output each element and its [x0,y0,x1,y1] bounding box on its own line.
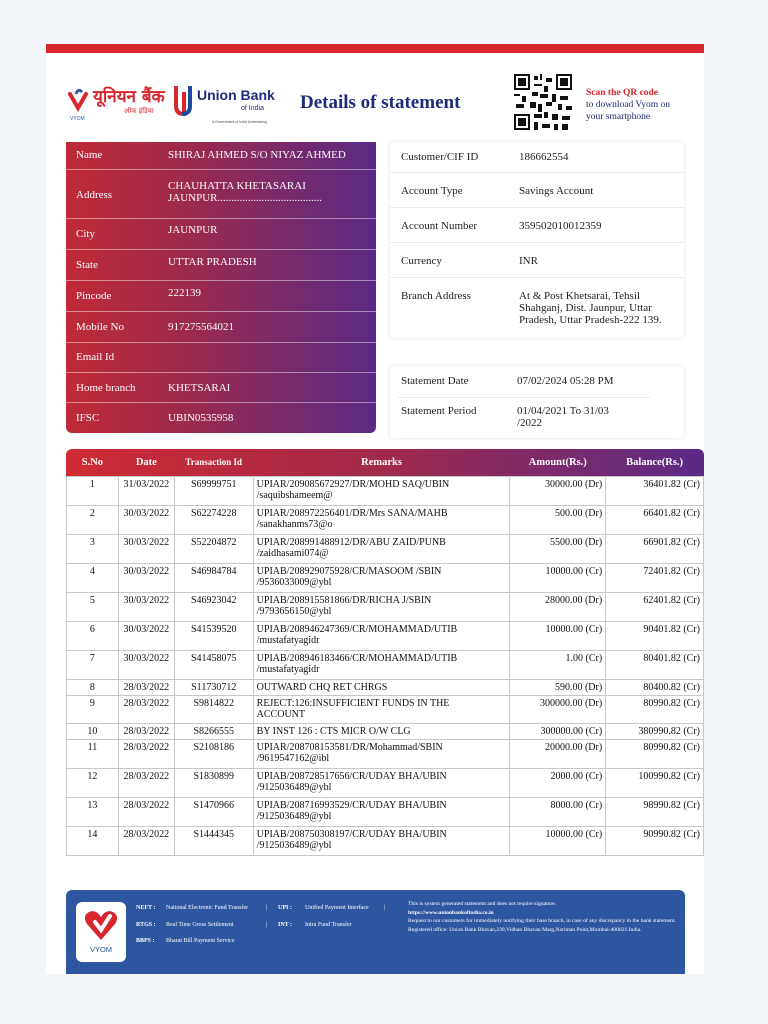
currency-value: INR [519,255,538,267]
cell-amount: 2000.00 (Cr) [510,768,606,797]
glossary-upi [278,904,292,912]
qr-text-line2: to download Vyom on [586,100,671,110]
cell-remarks [253,768,510,797]
table-row [67,723,704,739]
account-type-value: Savings Account [519,185,594,197]
pincode-value: 222139 [168,287,201,299]
logo-english-sub: of India [241,105,264,112]
cell-amount: 10000.00 (Cr) [510,621,606,650]
cell-balance: 80401.82 (Cr) [606,650,704,679]
mobile-value: 917275564021 [168,321,234,333]
remarks-line2: /mustafatyagidr [256,663,320,675]
cell-date: 31/03/2022 [118,476,174,505]
glossary-bbps [136,937,155,945]
cell-sno: 1 [67,476,119,505]
remarks-line1: UPIAR/209085672927/DR/MOHD SAQ/UBIN [256,478,450,490]
branch-address-line2: Shahganj, Dist. Jaunpur, Uttar [519,302,652,314]
table-row [67,505,704,534]
remarks-line1: UPIAB/208716993529/CR/UDAY BHA/UBIN [256,799,447,811]
cell-amount: 300000.00 (Dr) [510,695,606,723]
remarks-line1: UPIAB/208929075928/CR/MASOOM /SBIN [256,565,442,577]
cif-label: Customer/CIF ID [401,151,479,163]
cell-remarks [253,476,510,505]
cell-remarks [253,695,510,723]
logo-hindi: यूनियन बैंक [93,87,165,107]
glossary-neft-key: NEFT : [136,905,156,911]
registered-office: Registered office: Union Bank Bhavan,239,Vidhan Bhavan Marg,Nariman Point,Mumbai-400021.India. [408,926,642,933]
cell-remarks [253,534,510,563]
customer-address-row [66,170,376,219]
remarks-line1: UPIAB/208946247369/CR/MOHAMMAD/UTIB [256,623,458,635]
cell-amount: 10000.00 (Cr) [510,826,606,855]
cell-balance: 80990.82 (Cr) [606,695,704,723]
cell-amount: 1.00 (Cr) [510,650,606,679]
table-row [67,679,704,695]
address-line1: CHAUHATTA KHETASARAI [168,180,306,192]
account-number-value: 359502010012359 [519,220,602,232]
col-header-transaction-id: Transaction Id [185,457,243,468]
bank-website-url[interactable]: https://www.unionbankofindia.co.in [408,909,494,916]
statement-period-line1: 01/04/2021 To 31/03 [517,405,609,417]
cell-date: 30/03/2022 [118,592,174,621]
glossary-neft [136,904,155,912]
cell-remarks [253,621,510,650]
currency-label: Currency [401,255,442,267]
transactions-table [66,449,704,856]
cell-remarks [253,563,510,592]
remarks-line1: UPIAR/208991488912/DR/ABU ZAID/PUNB [256,536,446,548]
glossary-bbps-key: BBPS : [136,938,155,944]
glossary-int-key: INT : [278,922,293,928]
statement-period-label: Statement Period [401,405,477,417]
cell-date: 28/03/2022 [118,826,174,855]
cell-amount: 10000.00 (Cr) [510,563,606,592]
cell-date: 28/03/2022 [118,695,174,723]
cell-sno: 5 [67,592,119,621]
remarks-line2: /9536033009@ybl [256,576,332,588]
cell-transaction-id: S9814822 [174,695,253,723]
statement-period-value [517,405,675,429]
cell-balance: 36401.82 (Cr) [606,476,704,505]
cell-date: 28/03/2022 [118,768,174,797]
cell-remarks [253,650,510,679]
cell-amount: 590.00 (Dr) [510,679,606,695]
vyom-heart-icon [76,902,126,946]
cell-date: 28/03/2022 [118,797,174,826]
remarks-line1: UPIAB/208946183466/CR/MOHAMMAD/UTIB [256,652,458,664]
remarks-line2: /mustafatyagidr [256,634,320,646]
table-row [67,739,704,768]
branch-address-line3: Pradesh, Uttar Pradesh-222 139. [519,314,662,326]
remarks-line2: /9793656150@ybl [256,605,332,617]
cell-balance: 90401.82 (Cr) [606,621,704,650]
customer-home-branch-row [66,373,376,403]
cell-balance: 90990.82 (Cr) [606,826,704,855]
cell-amount: 28000.00 (Dr) [510,592,606,621]
glossary-neft-value: National Electronic Fund Transfer [166,905,249,911]
cell-balance: 100990.82 (Cr) [606,768,704,797]
city-label: City [76,228,95,240]
cell-amount: 8000.00 (Cr) [510,797,606,826]
cell-remarks [253,797,510,826]
branch-address-label: Branch Address [401,290,471,302]
cell-remarks [253,739,510,768]
branch-address-line1: At & Post Khetsarai, Tehsil [519,290,640,302]
cell-date: 30/03/2022 [118,534,174,563]
cell-transaction-id: S69999751 [174,476,253,505]
vyom-label: VYOM [89,945,113,954]
remarks-line2: /9125036489@ybl [256,839,332,851]
table-row [67,476,704,505]
account-details-panel [390,142,684,338]
remarks-line1: OUTWARD CHQ RET CHRGS [256,681,388,693]
vyom-mark-icon [70,90,86,108]
customer-details-panel [66,142,376,433]
customer-pincode-row [66,281,376,312]
qr-text-line1: Scan the QR code [586,88,659,98]
cell-amount: 30000.00 (Dr) [510,476,606,505]
disclaimer-system-generated: This is system generated statement and does not require signature. [408,901,557,907]
remarks-line2: /sanakhanms73@o [256,518,333,530]
cell-transaction-id: S8266555 [174,723,253,739]
cell-date: 30/03/2022 [118,650,174,679]
mobile-label: Mobile No [76,321,124,333]
home-branch-value: KHETSARAI [168,382,231,394]
glossary-separator: | [266,922,268,928]
cell-balance: 66901.82 (Cr) [606,534,704,563]
remarks-line1: UPIAB/208728517656/CR/UDAY BHA/UBIN [256,770,447,782]
bank-website-link[interactable] [408,909,678,918]
qr-text-line3: your smartphone [586,112,651,122]
remarks-line1: UPIAR/208972256401/DR/Mrs SANA/MAHB [256,507,448,519]
table-row [67,534,704,563]
page-title: Details of statement [300,92,461,113]
cell-amount: 20000.00 (Dr) [510,739,606,768]
remarks-line2: /9619547162@ibl [256,752,330,764]
email-label: Email Id [76,351,115,363]
table-row [67,768,704,797]
cell-sno: 10 [67,723,119,739]
qr-code-icon[interactable] [514,74,572,130]
customer-city-row [66,219,376,250]
glossary-rtgs [136,921,156,929]
cell-balance: 66401.82 (Cr) [606,505,704,534]
glossary-upi-key: UPI : [278,905,292,911]
table-row [67,797,704,826]
account-type-label: Account Type [401,185,463,197]
address-line2: JAUNPUR...................................... [168,192,323,204]
footer-disclaimer [408,900,678,934]
glossary-upi-value: Unified Payment Interface [305,905,369,911]
cell-transaction-id: S46984784 [174,563,253,592]
statement-date-value: 07/02/2024 05:28 PM [517,375,614,387]
table-row [67,563,704,592]
glossary-bbps-value: Bharat Bill Payment Service [166,938,235,944]
cell-balance: 72401.82 (Cr) [606,563,704,592]
cell-remarks [253,505,510,534]
page-footer [66,890,685,974]
remarks-line1: UPIAB/208750308197/CR/UDAY BHA/UBIN [256,828,447,840]
account-number-label: Account Number [401,220,478,232]
cell-balance: 380990.82 (Cr) [606,723,704,739]
remarks-line2: /9125036489@ybl [256,781,332,793]
cell-sno: 12 [67,768,119,797]
name-value: SHIRAJ AHMED S/O NIYAZ AHMED [168,149,346,161]
col-header-date: Date [135,456,157,468]
cell-sno: 14 [67,826,119,855]
state-label: State [76,259,98,271]
table-row [67,650,704,679]
glossary-int-value: Intra Fund Transfer [305,922,352,928]
cell-amount: 5500.00 (Dr) [510,534,606,563]
glossary-rtgs-key: RTGS : [136,922,156,928]
customer-ifsc-row [66,403,376,433]
remarks-line1: REJECT:126:INSUFFICIENT FUNDS IN THE [256,697,450,709]
cell-balance: 98990.82 (Cr) [606,797,704,826]
disclaimer-discrepancy: Request to our customers for immediately notifying their base branch, in case of any discrepancy in the bank statement. [408,918,676,925]
col-header-balance: Balance(Rs.) [626,456,684,468]
cell-transaction-id: S46923042 [174,592,253,621]
cell-sno: 7 [67,650,119,679]
statement-period-line2: /2022 [517,417,543,429]
cell-sno: 2 [67,505,119,534]
remarks-line1: UPIAB/208915581866/DR/RICHA J/SBIN [256,594,432,606]
divider [398,397,650,398]
cell-remarks [253,826,510,855]
customer-name-row [66,142,376,170]
remarks-line1: UPIAR/208708153581/DR/Mohammad/SBIN [256,741,443,753]
cell-sno: 11 [67,739,119,768]
cell-transaction-id: S52204872 [174,534,253,563]
remarks-line2: /9125036489@ybl [256,810,332,822]
cell-sno: 13 [67,797,119,826]
cell-transaction-id: S41458075 [174,650,253,679]
statement-details-panel [390,366,684,438]
cell-sno: 4 [67,563,119,592]
city-value: JAUNPUR [168,224,218,236]
glossary-rtgs-value: Real Time Gross Settlement [166,922,234,928]
remarks-line1: BY INST 126 : CTS MICR O/W CLG [256,725,411,737]
pincode-label: Pincode [76,290,112,302]
cell-date: 28/03/2022 [118,739,174,768]
cell-date: 28/03/2022 [118,679,174,695]
branch-address-value [519,290,677,326]
divider [390,242,684,243]
remarks-line2: ACCOUNT [256,708,305,720]
glossary-separator: | [384,905,386,911]
ifsc-label: IFSC [76,412,100,424]
customer-email-row [66,343,376,373]
col-header-remarks: Remarks [361,456,402,468]
divider [390,172,684,173]
home-branch-label: Home branch [76,382,136,394]
union-bank-logo [66,78,276,128]
cell-sno: 8 [67,679,119,695]
cell-balance: 80990.82 (Cr) [606,739,704,768]
table-row [67,826,704,855]
glossary-separator: | [266,905,268,911]
cell-balance: 62401.82 (Cr) [606,592,704,621]
remarks-line2: /saquibshameem@ [256,489,333,501]
cell-amount: 500.00 (Dr) [510,505,606,534]
name-label: Name [76,149,103,161]
cell-transaction-id: S11730712 [174,679,253,695]
cell-remarks [253,723,510,739]
cell-remarks [253,592,510,621]
table-row [67,592,704,621]
table-row [67,621,704,650]
top-accent-bar [46,44,704,53]
table-header-row [67,449,704,476]
remarks-line2: /zaidhasami074@ [256,547,329,559]
cell-date: 30/03/2022 [118,621,174,650]
logo-tagline: A Government of India Undertaking [212,120,267,124]
col-header-sno: S.No [81,456,104,468]
logo-hindi-sub: ऑफ इंडिया [124,107,154,115]
cell-transaction-id: S62274228 [174,505,253,534]
cell-sno: 9 [67,695,119,723]
cell-transaction-id: S1470966 [174,797,253,826]
table-row [67,695,704,723]
divider [390,277,684,278]
customer-mobile-row [66,312,376,343]
cell-transaction-id: S2108186 [174,739,253,768]
cif-value: 186662554 [519,151,569,163]
cell-date: 28/03/2022 [118,723,174,739]
cell-balance: 80400.82 (Cr) [606,679,704,695]
cell-sno: 6 [67,621,119,650]
statement-date-label: Statement Date [401,375,469,387]
address-label: Address [76,189,113,201]
col-header-amount: Amount(Rs.) [528,456,587,468]
ifsc-value: UBIN0535958 [168,412,234,424]
divider [390,207,684,208]
vyom-small-text: VYOM [70,116,85,122]
cell-remarks [253,679,510,695]
address-value [168,180,322,204]
qr-instructions [586,87,670,123]
cell-transaction-id: S1444345 [174,826,253,855]
cell-amount: 300000.00 (Cr) [510,723,606,739]
vyom-logo [76,902,126,962]
cell-date: 30/03/2022 [118,505,174,534]
union-bank-emblem-icon [176,86,190,114]
cell-date: 30/03/2022 [118,563,174,592]
cell-transaction-id: S1830899 [174,768,253,797]
glossary-int [278,921,292,929]
cell-transaction-id: S41539520 [174,621,253,650]
logo-english: Union Bank [197,87,275,103]
state-value: UTTAR PRADESH [168,256,257,268]
cell-sno: 3 [67,534,119,563]
customer-state-row [66,250,376,281]
